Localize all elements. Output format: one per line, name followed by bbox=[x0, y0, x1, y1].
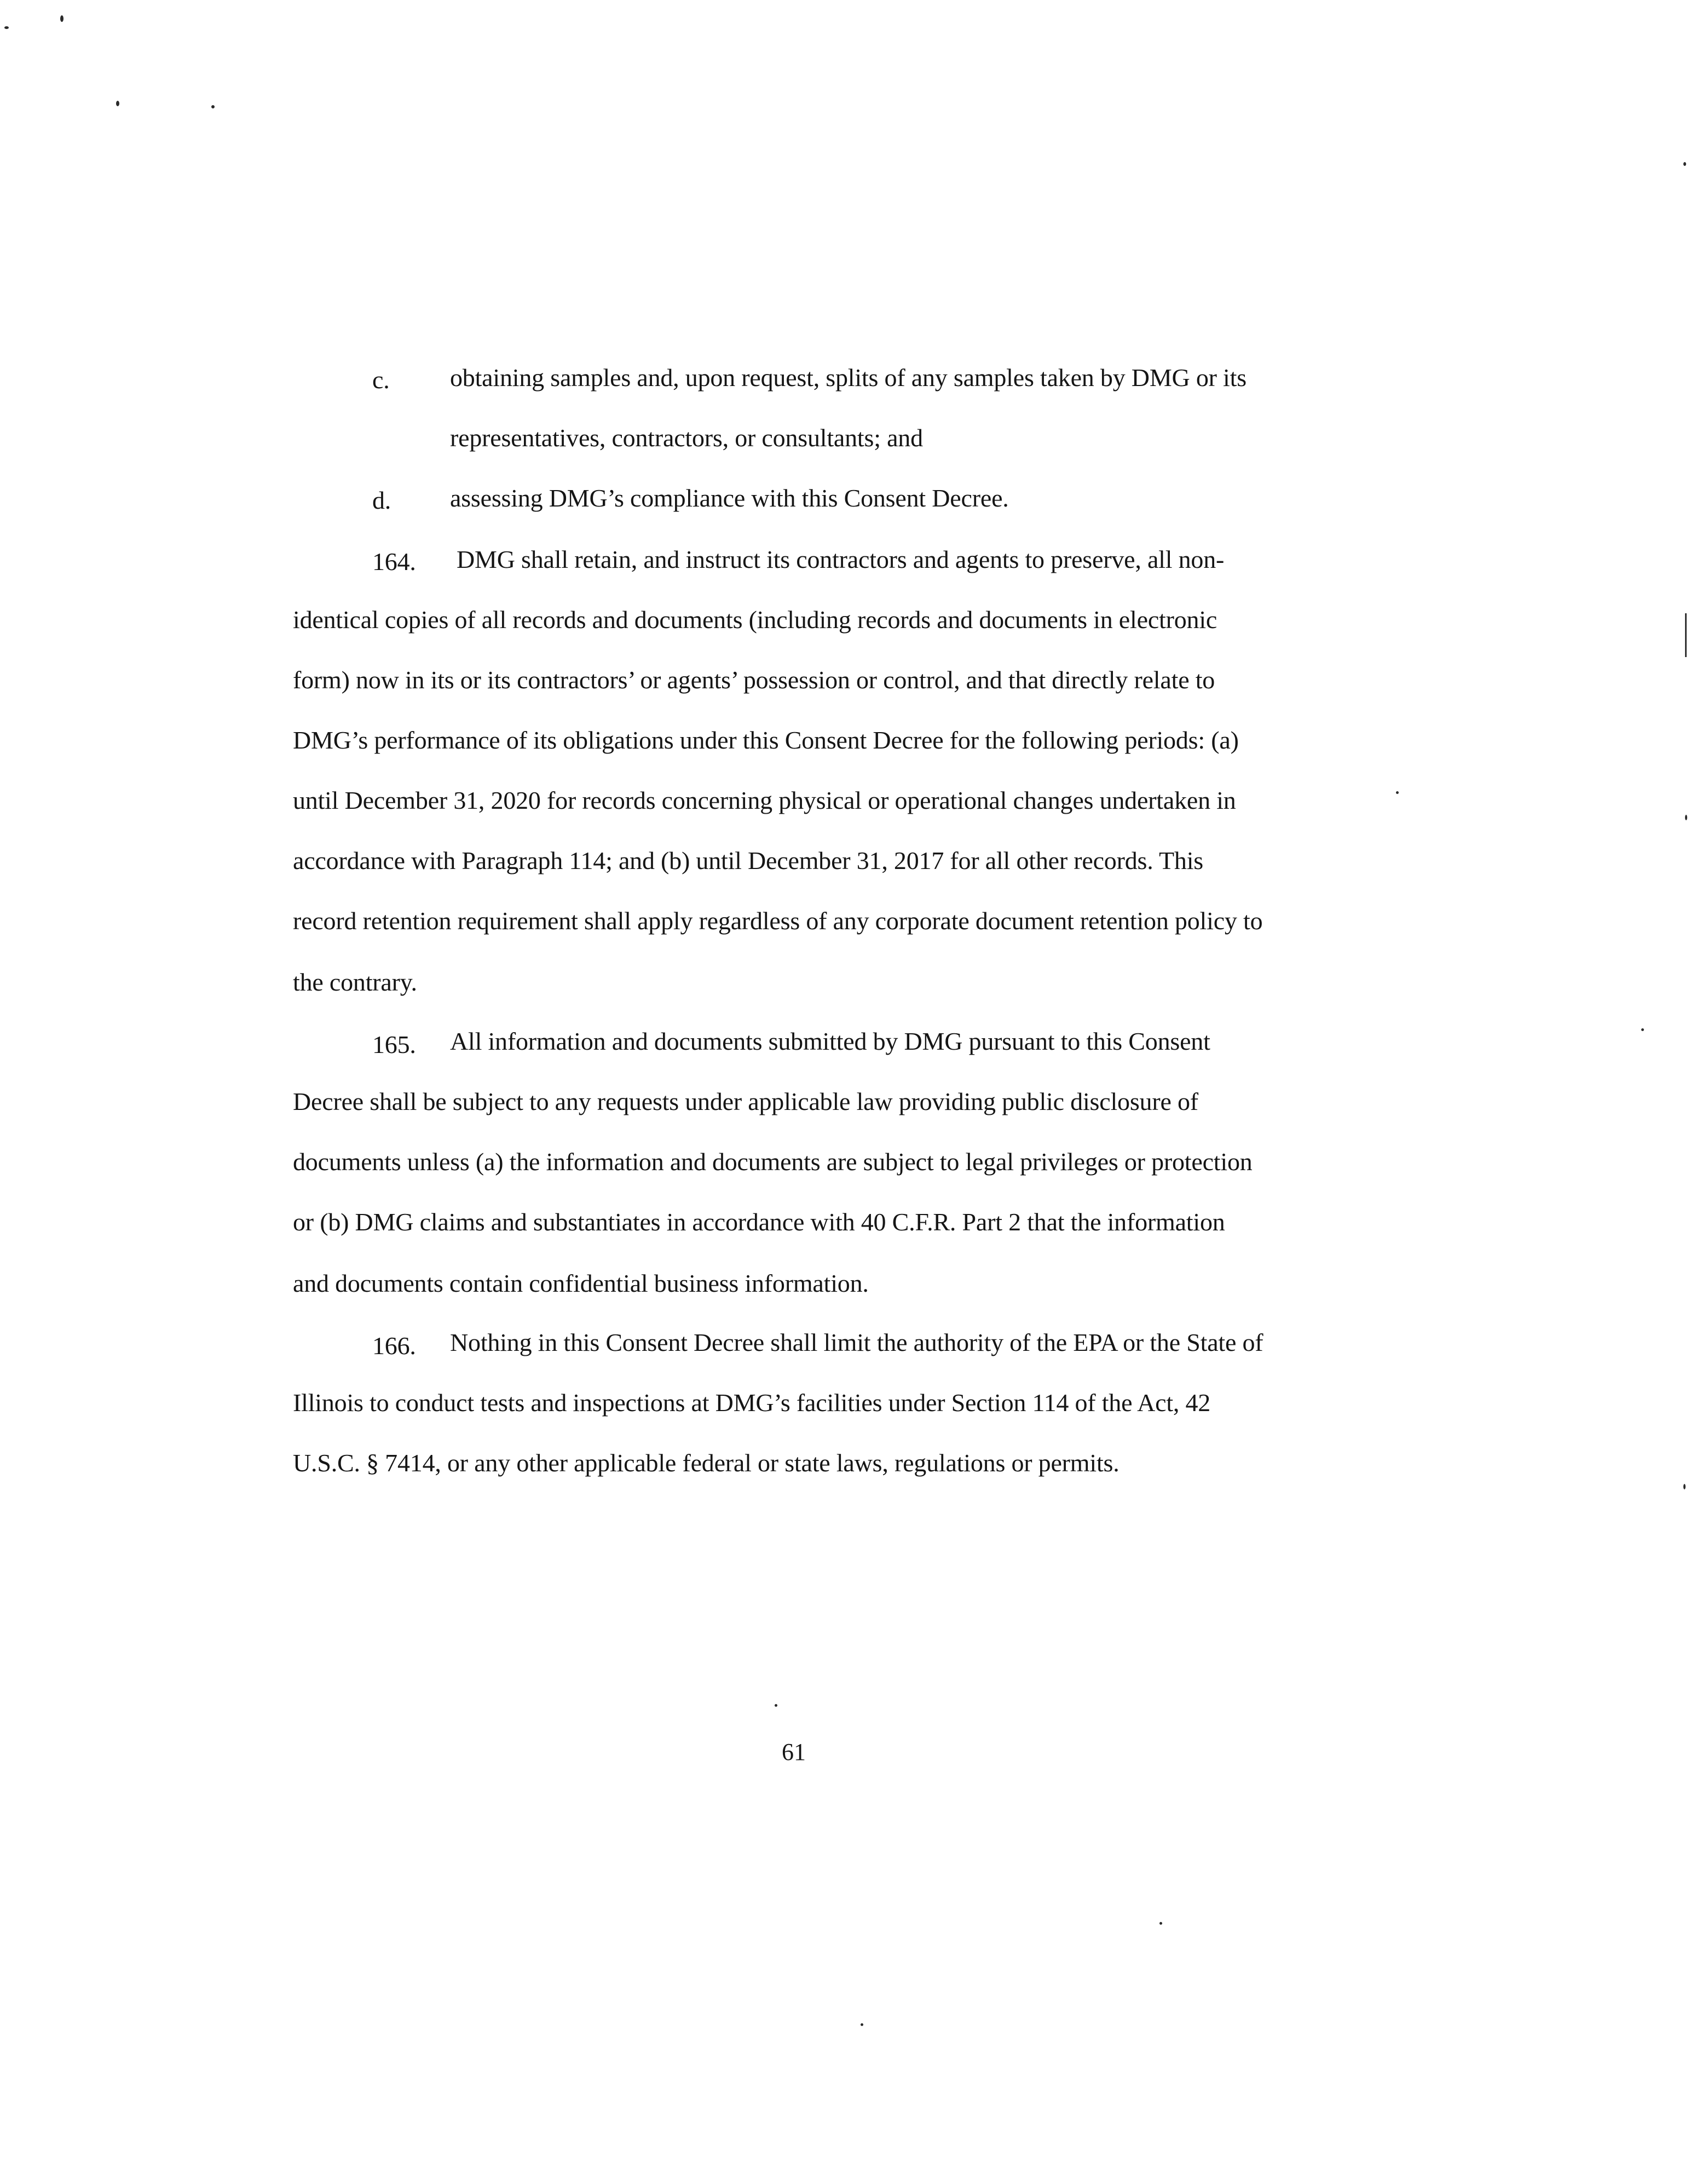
scan-speck bbox=[1683, 162, 1686, 166]
para-164-line-1: DMG shall retain, and instruct its contractors and agents to preserve, all non- bbox=[457, 545, 1225, 573]
scan-mark bbox=[1685, 613, 1687, 657]
para-166-number: 166. bbox=[372, 1332, 416, 1360]
para-165-line-4: or (b) DMG claims and substantiates in accordance with 40 C.F.R. Part 2 that the information bbox=[293, 1208, 1225, 1236]
scan-speck bbox=[211, 105, 215, 108]
scan-speck bbox=[1641, 1028, 1644, 1031]
scan-speck bbox=[116, 101, 119, 106]
para-164-line-7: record retention requirement shall apply regardless of any corporate document retention policy to bbox=[293, 907, 1263, 935]
item-d-text-line-1: assessing DMG’s compliance with this Consent Decree. bbox=[450, 484, 1009, 512]
scan-speck bbox=[1396, 791, 1399, 794]
item-c-text-line-2: representatives, contractors, or consultants; and bbox=[450, 424, 923, 452]
para-165-number: 165. bbox=[372, 1031, 416, 1058]
scan-speck bbox=[1159, 1922, 1162, 1925]
para-164-line-4: DMG’s performance of its obligations under this Consent Decree for the following periods: (a) bbox=[293, 726, 1239, 754]
para-164-line-3: form) now in its or its contractors’ or agents’ possession or control, and that directly relate to bbox=[293, 666, 1215, 694]
para-165-line-2: Decree shall be subject to any requests under applicable law providing public disclosure of bbox=[293, 1087, 1198, 1115]
para-165-line-5: and documents contain confidential business information. bbox=[293, 1269, 869, 1297]
item-d-label: d. bbox=[372, 486, 391, 514]
para-165-line-1: All information and documents submitted by DMG pursuant to this Consent bbox=[450, 1027, 1210, 1055]
para-165-line-3: documents unless (a) the information and documents are subject to legal privileges or protection bbox=[293, 1148, 1253, 1176]
scan-speck bbox=[775, 1704, 777, 1707]
scan-speck bbox=[1683, 1484, 1686, 1489]
para-166-line-2: Illinois to conduct tests and inspections at DMG’s facilities under Section 114 of the Act, 42 bbox=[293, 1389, 1211, 1417]
para-166-line-3: U.S.C. § 7414, or any other applicable federal or state laws, regulations or permits. bbox=[293, 1449, 1120, 1477]
scan-speck bbox=[4, 26, 9, 29]
scan-speck bbox=[1685, 815, 1687, 820]
para-166-line-1: Nothing in this Consent Decree shall limit the authority of the EPA or the State of bbox=[450, 1328, 1263, 1356]
para-164-number: 164. bbox=[372, 548, 416, 575]
para-164-line-2: identical copies of all records and documents (including records and documents in electronic bbox=[293, 606, 1217, 634]
item-c-text-line-1: obtaining samples and, upon request, splits of any samples taken by DMG or its bbox=[450, 364, 1247, 392]
para-164-line-5: until December 31, 2020 for records concerning physical or operational changes undertaken in bbox=[293, 786, 1236, 814]
scan-speck bbox=[60, 15, 64, 22]
para-164-line-8: the contrary. bbox=[293, 968, 417, 996]
item-c-label: c. bbox=[372, 366, 390, 394]
scan-speck bbox=[861, 2023, 863, 2026]
page-number: 61 bbox=[782, 1739, 806, 1765]
para-164-line-6: accordance with Paragraph 114; and (b) until December 31, 2017 for all other records. This bbox=[293, 847, 1203, 874]
